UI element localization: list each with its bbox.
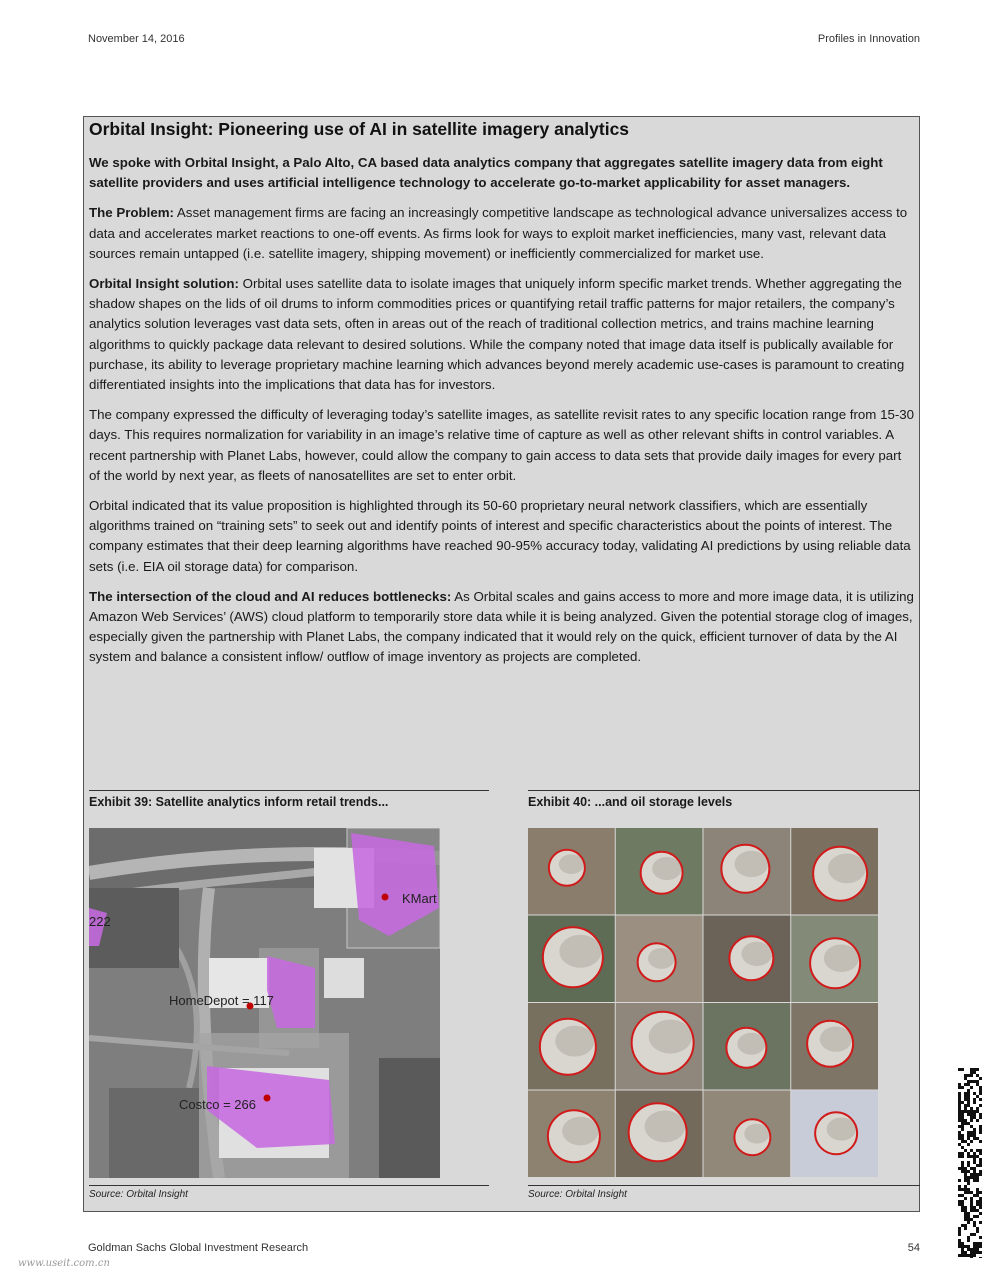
revisit-paragraph: The company expressed the difficulty of leveraging today’s satellite images, as satellite revisit rates to any specific location range from 15-30 days. This requires normalization for variability in an image’s relative time of capture as well as other relevant shifts in control variables. A recent partnership with Planet Labs, however, could allow the company to gain access to data sets that provide daily images for every part of the world by next year, as fleets of nanosatellites are set to enter orbit. bbox=[89, 407, 915, 483]
qr-code-icon bbox=[958, 1068, 982, 1258]
kmart-label: KMart bbox=[402, 891, 437, 906]
article-body bbox=[89, 153, 915, 678]
exhibit-39-rule bbox=[89, 790, 489, 791]
footer-publisher: Goldman Sachs Global Investment Research bbox=[88, 1242, 309, 1254]
exhibit-39-source: Source: Orbital Insight bbox=[89, 1189, 188, 1200]
exhibit-39-title: Exhibit 39: Satellite analytics inform retail trends... bbox=[89, 795, 389, 809]
solution-body: Orbital uses satellite data to isolate images that uniquely inform specific market trends. Whether aggregating the shadow shapes on the lids of oil drums to inform commodities prices or quantifying retail traffic patterns for major retailers, the company’s analytics solution leverages vast data sets, often in areas out of the reach of traditional collection metrics, and trains machine learning algorithms to quickly package data relevant to desired solutions. While the company noted that image data itself is publically available for purchase, its ability to leverage proprietary machine learning which advances beyond merely academic use-cases is paramount to creating differentiated insights into the implications that data has for investors. bbox=[89, 276, 905, 393]
exhibit-39 bbox=[89, 790, 489, 1178]
footer-page-number: 54 bbox=[907, 1242, 920, 1254]
oil-tank-grid-graphic bbox=[528, 828, 879, 1178]
source-rule-right bbox=[528, 1185, 920, 1186]
retail-map-graphic bbox=[89, 828, 440, 1178]
costco-label: Costco = 266 bbox=[179, 1097, 256, 1112]
cloud-body: As Orbital scales and gains access to more and more image data, it is utilizing Amazon Web Services’ (AWS) cloud platform to temporarily store data while it is being analyzed. Given the potential storage clog of images, especially given the partnership with Planet Labs, the company indicated that it would rely on the quick, efficient turnover of data by the AI system and balance a consistent inflow/ outflow of image inventory as projects are completed. bbox=[89, 588, 914, 665]
cloud-paragraph bbox=[89, 587, 915, 668]
oil-tank-image-grid bbox=[528, 828, 879, 1178]
solution-lead: Orbital Insight solution: bbox=[89, 276, 239, 292]
homedepot-label: HomeDepot = 117 bbox=[169, 993, 274, 1008]
problem-paragraph bbox=[89, 203, 915, 264]
header-date: November 14, 2016 bbox=[88, 33, 185, 45]
exhibit-40 bbox=[528, 790, 920, 1178]
retail-satellite-image bbox=[89, 828, 440, 1178]
article-title: Orbital Insight: Pioneering use of AI in satellite imagery analytics bbox=[89, 119, 630, 139]
store-222-label: 222 bbox=[89, 914, 111, 929]
watermark: www.useit.com.cn bbox=[18, 1258, 110, 1269]
exhibit-40-title: Exhibit 40: ...and oil storage levels bbox=[528, 795, 733, 809]
header-series: Profiles in Innovation bbox=[817, 33, 920, 45]
source-rule-left bbox=[89, 1185, 489, 1186]
solution-paragraph bbox=[89, 274, 915, 395]
problem-lead: The Problem: bbox=[89, 205, 174, 221]
article-box bbox=[83, 116, 920, 1212]
exhibit-40-rule bbox=[528, 790, 920, 791]
intro-paragraph: We spoke with Orbital Insight, a Palo Alto, CA based data analytics company that aggregates satellite imagery data from eight satellite providers and uses artificial intelligence technology to accelerate go-to-market applicability for asset managers. bbox=[89, 155, 883, 191]
problem-body: Asset management firms are facing an increasingly competitive landscape as technological advance universalizes access to data and accelerates market reactions to one-off events. As firms look for ways to exploit market inefficiencies, many vast, relevant data sources remain untapped (i.e. satellite imagery, shipping movement) or inefficiently commercialized for market use. bbox=[89, 205, 908, 261]
cloud-lead: The intersection of the cloud and AI reduces bottlenecks: bbox=[89, 588, 452, 604]
exhibit-40-source: Source: Orbital Insight bbox=[528, 1189, 627, 1200]
value-paragraph: Orbital indicated that its value proposition is highlighted through its 50-60 proprietary neural network classifiers, which are essentially algorithms trained on “training sets” to seek out and identify points of interest and specific characteristics about the points of interest. The company estimates that their deep learning algorithms have reached 90-95% accuracy today, validating AI predictions by using reliable data sets (i.e. EIA oil storage data) for comparison. bbox=[89, 498, 911, 574]
